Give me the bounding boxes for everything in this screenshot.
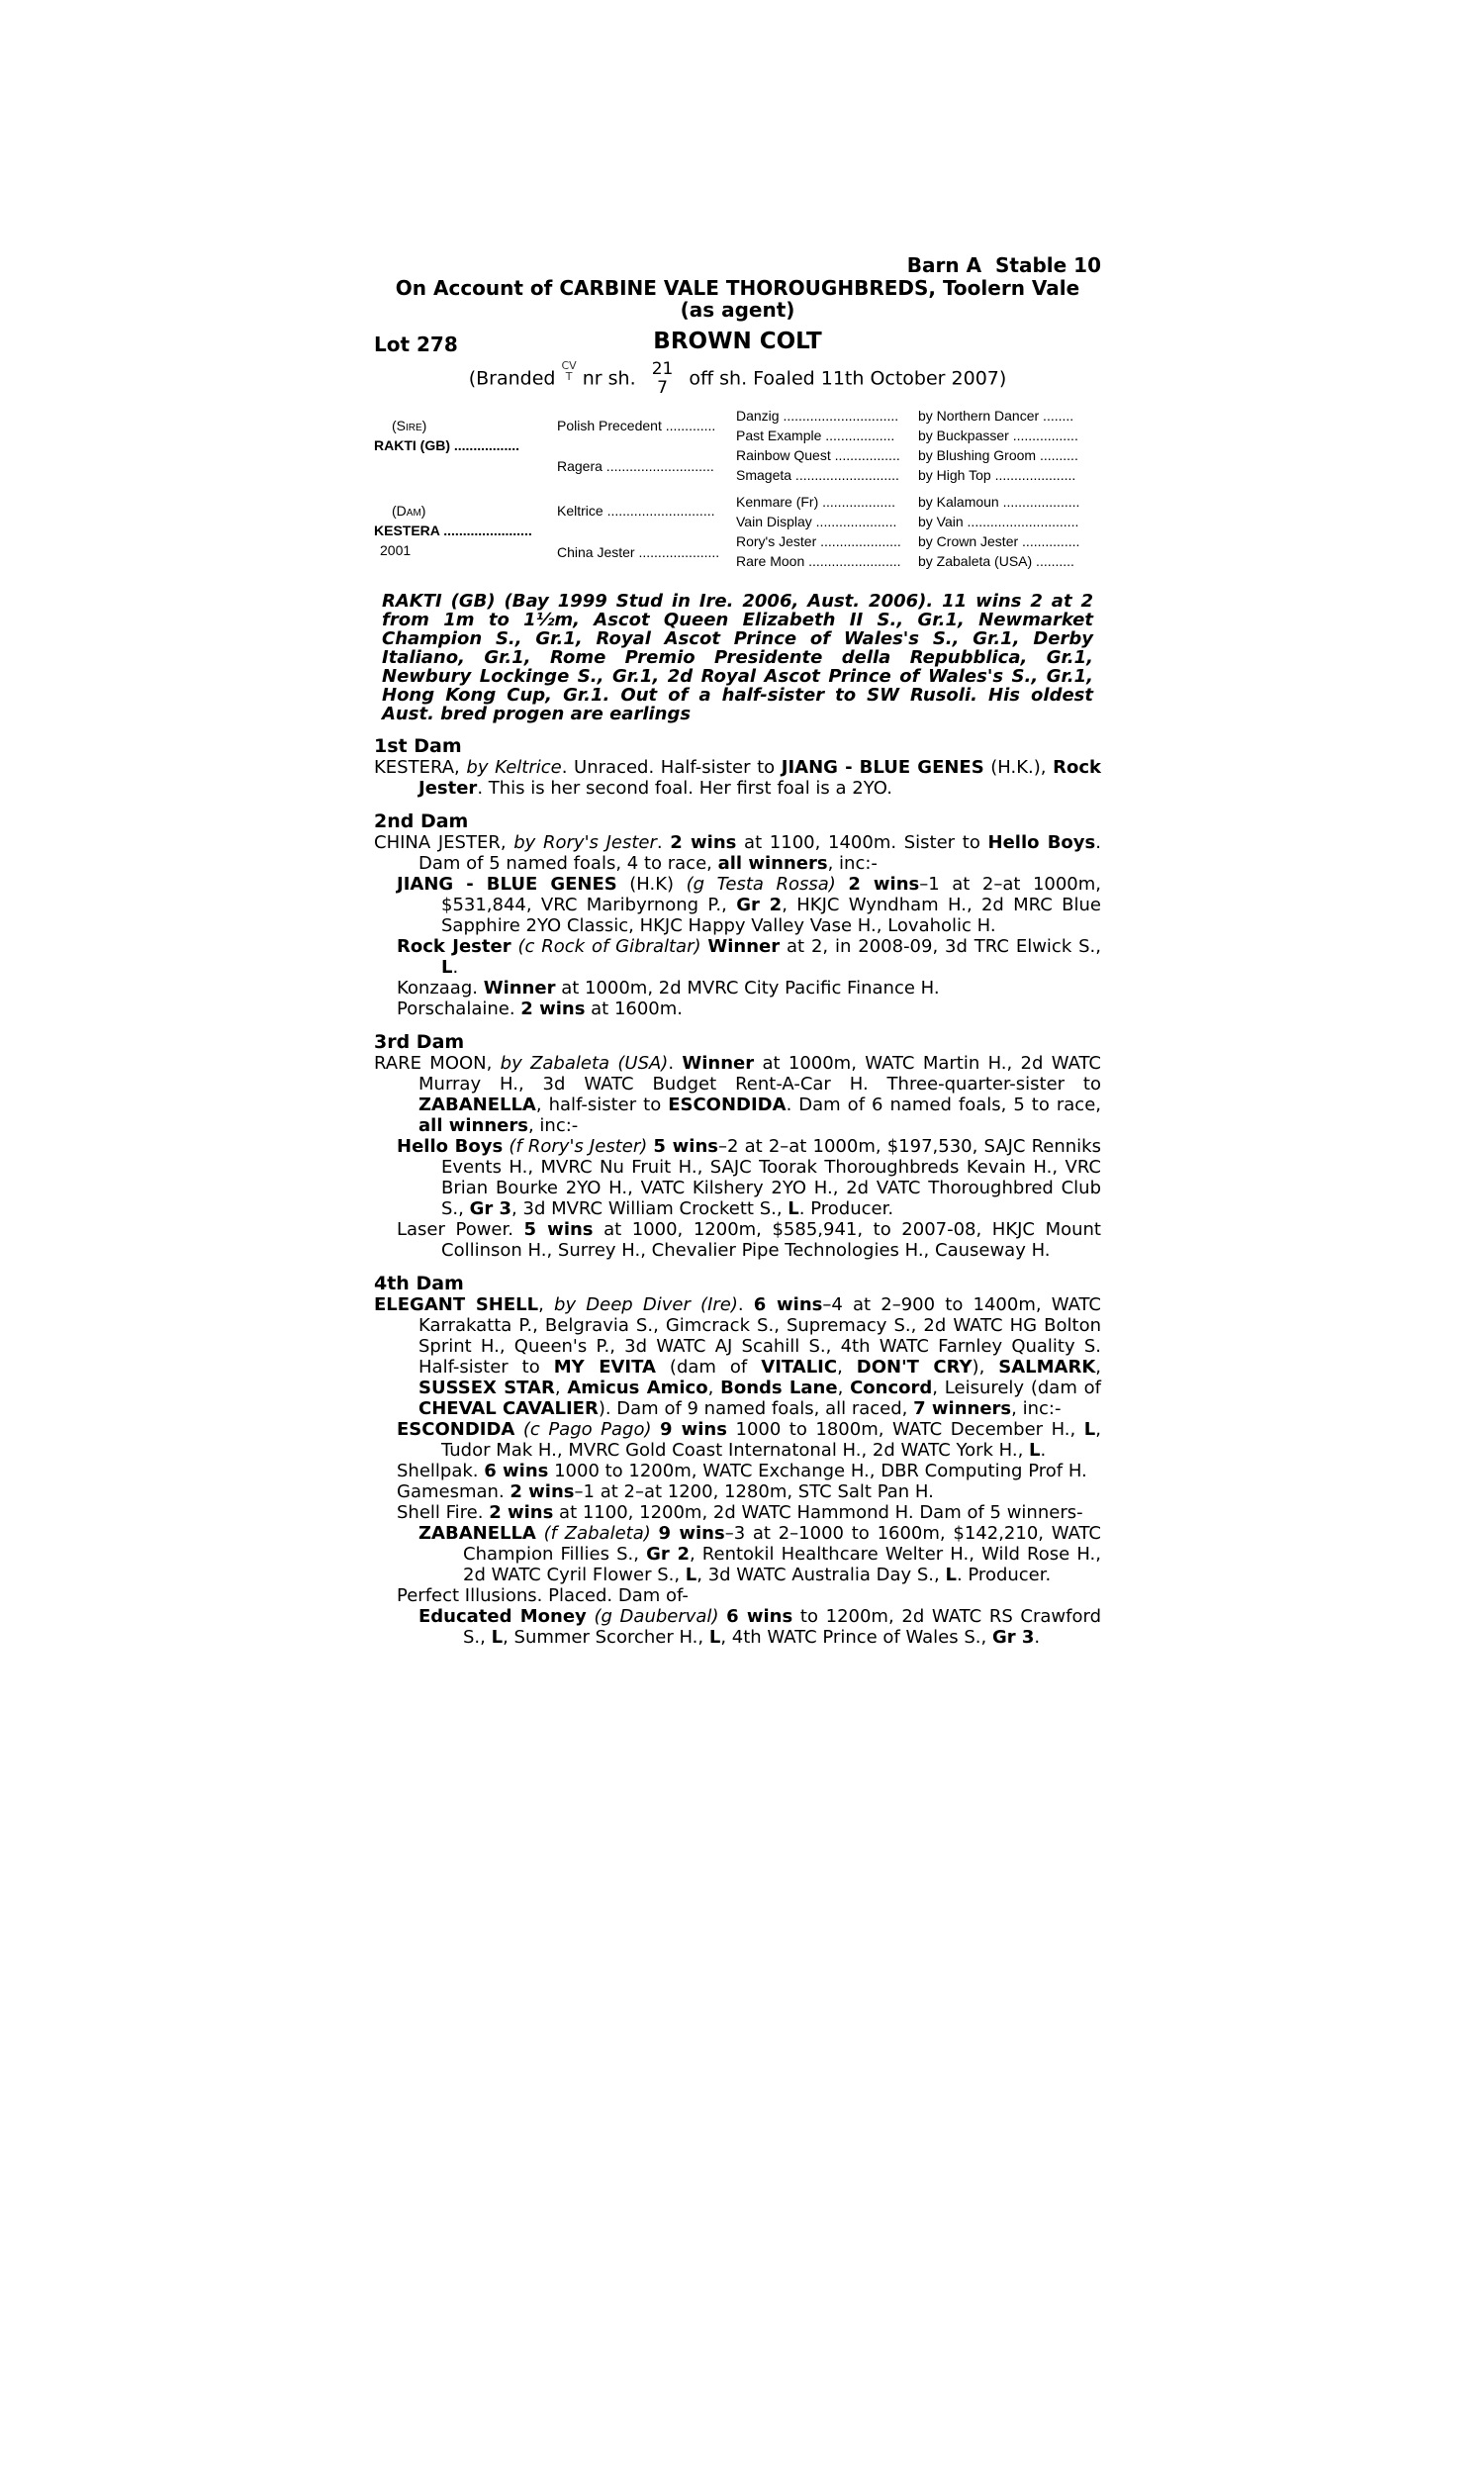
dam4-name: ELEGANT SHELL — [374, 1294, 539, 1315]
foal-name: JIANG - BLUE GENES — [397, 874, 617, 895]
foal-group: Gr 2 — [646, 1544, 690, 1565]
foal-group: Gr 3 — [469, 1198, 512, 1219]
foal-text: at 1600m. — [585, 999, 684, 1019]
dam2-sister: Hello Boys — [987, 832, 1096, 853]
foal-text: –2 at 2–at 1000m, $197,530, SAJC Renniks Events H., MVRC Nu Fruit H., SAJC Toorak Thoroughbreds Kevain H., VRC Brian Bourke 2YO H., VATC Kilshery 2YO H., 2d VATC Thoroughbred Club S., — [441, 1136, 1101, 1219]
foal-text: , 4th WATC Prince of Wales S., — [720, 1627, 992, 1648]
dam4-relative: Amicus Amico — [567, 1378, 708, 1398]
foal-name: Rock Jester — [397, 936, 511, 957]
dam2-foal-4 — [374, 999, 1101, 1019]
dam4-foal-1 — [374, 1419, 1101, 1461]
foal-text: . Producer. — [956, 1565, 1052, 1585]
dam3-text: . — [668, 1053, 683, 1074]
foal-listed: L — [945, 1565, 957, 1585]
dam4-winners: 7 winners — [913, 1398, 1012, 1419]
dam3-relative: ESCONDIDA — [668, 1094, 787, 1115]
foal-text: at 1000m, 2d MVRC City Pacific Finance H. — [555, 978, 940, 999]
foal-name: Educated Money — [418, 1606, 587, 1627]
brand-mid: nr sh. — [582, 367, 636, 390]
dam4-relative: SUSSEX STAR — [418, 1378, 555, 1398]
dam1-sire: by Keltrice — [466, 757, 562, 778]
foal-listed: L — [708, 1627, 721, 1648]
dam4-text: , Leisurely (dam of — [932, 1378, 1101, 1398]
pedigree-gen2-2: Keltrice ............................ — [557, 503, 715, 519]
pedigree-gen3-7: Rare Moon ........................ — [736, 553, 901, 569]
dam2-foal-1 — [374, 874, 1101, 936]
dam4-text: , — [837, 1357, 857, 1378]
dam4-text: –4 at 2–900 to 1400m, WATC Karrakatta P., Belgravia S., Gimcrack S., Supremacy S., 2d WATC HG Bolton Sprint H., Queen's P., 3d WATC AJ Scahill S., 4th WATC Farnley Quality S. Half-sister to — [418, 1294, 1101, 1378]
foal-text: –1 at 2–at 1200, 1280m, STC Salt Pan H. — [574, 1481, 934, 1502]
foal-wins: 5 wins — [653, 1136, 718, 1157]
dam2-name: CHINA JESTER, — [374, 832, 514, 853]
dam1-paragraph — [374, 757, 1101, 799]
heading-4th-dam: 4th Dam — [374, 1273, 464, 1294]
foal-text — [652, 1419, 661, 1440]
sire-tag: (Sire) — [392, 418, 427, 433]
pedigree-table — [374, 408, 1101, 576]
pedigree-gen4-0: by Northern Dancer ........ — [918, 408, 1074, 424]
dam3-relative: ZABANELLA — [418, 1094, 536, 1115]
pedigree-gen3-1: Past Example .................. — [736, 428, 895, 443]
pedigree-gen2-3: China Jester ..................... — [557, 544, 720, 560]
foal-wins: 6 wins — [484, 1461, 549, 1481]
foal-sex-sire: (g Dauberval) — [594, 1606, 719, 1627]
dam4-text: ), — [972, 1357, 999, 1378]
dam4-paragraph — [374, 1294, 1101, 1419]
foal-name: Konzaag. — [397, 978, 484, 999]
pedigree-gen4-2: by Blushing Groom .......... — [918, 447, 1078, 463]
dam4-relative: SALMARK — [998, 1357, 1096, 1378]
pedigree-gen4-1: by Buckpasser ................. — [918, 428, 1078, 443]
foal-group: Gr 2 — [736, 895, 783, 915]
dam4-foal-4 — [374, 1502, 1101, 1523]
foal-text: . — [1040, 1440, 1047, 1461]
brand-line — [374, 360, 1101, 398]
dam3-name: RARE MOON, — [374, 1053, 501, 1074]
dam4-wins: 6 wins — [753, 1294, 823, 1315]
foal-text — [536, 1523, 544, 1544]
dam3-text: . Dam of 6 named foals, 5 to race, — [786, 1094, 1101, 1115]
foal-text: . — [1034, 1627, 1041, 1648]
foal-name: Hello Boys — [397, 1136, 504, 1157]
foal-wins: Winner — [483, 978, 556, 999]
foal-name: ZABANELLA — [418, 1523, 536, 1544]
pedigree-gen3-3: Smageta ........................... — [736, 467, 899, 483]
dam4-sire: by Deep Diver (Ire) — [554, 1294, 738, 1315]
barn-stable: Barn A Stable 10 — [906, 253, 1101, 277]
dam2-sire: by Rory's Jester — [513, 832, 657, 853]
foal-text — [718, 1606, 726, 1627]
dam-year: 2001 — [380, 542, 412, 558]
foal-wins: 9 wins — [660, 1419, 727, 1440]
vendor-line: On Account of CARBINE VALE THOROUGHBREDS, Toolern Vale — [395, 276, 1080, 300]
lot-title: BROWN COLT — [653, 329, 822, 354]
brand-mark-top: CV — [561, 359, 577, 372]
foal-wins: 9 wins — [658, 1523, 725, 1544]
heading-3rd-dam: 3rd Dam — [374, 1031, 465, 1053]
foal-text: 1000 to 1200m, WATC Exchange H., DBR Computing Prof H. — [548, 1461, 1087, 1481]
dam4-text: , — [538, 1294, 555, 1315]
dam4-relative: Concord — [850, 1378, 933, 1398]
foal-text: , 3d MVRC William Crockett S., — [511, 1198, 788, 1219]
brand-fraction — [652, 360, 674, 398]
foal-text — [514, 1419, 523, 1440]
lot-title-row — [374, 329, 1101, 358]
pedigree-gen3-0: Danzig .............................. — [736, 408, 899, 424]
foal-listed: L — [1083, 1419, 1096, 1440]
pedigree-gen3-4: Kenmare (Fr) ................... — [736, 494, 896, 510]
dam4-foal-3 — [374, 1481, 1101, 1502]
foal-listed: L — [491, 1627, 504, 1648]
pedigree-gen4-7: by Zabaleta (USA) .......... — [918, 553, 1074, 569]
pedigree-gen3-5: Vain Display ..................... — [736, 514, 897, 529]
dam-name: KESTERA ....................... — [374, 523, 532, 538]
foal-text: . Producer. — [798, 1198, 894, 1219]
foal-text: , Tudor Mak H., MVRC Gold Coast Internatonal H., 2d WATC York H., — [441, 1419, 1101, 1461]
dam3-foal-1 — [374, 1136, 1101, 1219]
foal-text: –3 at 2–1000 to 1600m, $142,210, WATC Champion Fillies S., — [463, 1523, 1101, 1565]
foal-text: . — [452, 957, 459, 978]
dam-tag: (Dam) — [392, 503, 426, 519]
foal-wins: Winner — [707, 936, 781, 957]
dam2-foal-3 — [374, 978, 1101, 999]
pedigree-gen4-4: by Kalamoun .................... — [918, 494, 1080, 510]
dam4-text: , — [837, 1378, 851, 1398]
dam4-text: ). Dam of 9 named foals, all raced, — [598, 1398, 914, 1419]
foal-sex-sire: (f Rory's Jester) — [509, 1136, 648, 1157]
pedigree-gen4-3: by High Top ..................... — [918, 467, 1076, 483]
dam1-text-2: (H.K.), — [983, 757, 1054, 778]
foal-sex-sire: (c Rock of Gibraltar) — [517, 936, 701, 957]
dam4-relative: CHEVAL CAVALIER — [418, 1398, 599, 1419]
heading-1st-dam: 1st Dam — [374, 735, 462, 757]
foal-name: ESCONDIDA — [397, 1419, 515, 1440]
foal-text: , Rentokil Healthcare Welter H., Wild Rose H., 2d WATC Cyril Flower S., — [463, 1544, 1101, 1585]
foal-text: (H.K) — [616, 874, 687, 895]
dam3-sire: by Zabaleta (USA) — [500, 1053, 669, 1074]
foal-sex-sire: (g Testa Rossa) — [686, 874, 836, 895]
foal-name: Perfect Illusions. Placed. Dam of- — [397, 1585, 689, 1606]
brand-mark-bottom: T — [565, 370, 573, 383]
dam2-paragraph — [374, 832, 1101, 874]
dam3-text: , half-sister to — [535, 1094, 669, 1115]
dam2-all-winners: all winners — [717, 853, 828, 874]
dam4-text: (dam of — [655, 1357, 762, 1378]
brand-suffix: off sh. Foaled 11th October 2007) — [689, 367, 1007, 390]
foal-text: at 1000, 1200m, $585,941, to 2007-08, HKJC Mount Collinson H., Surrey H., Chevalier Pipe Technologies H., Causeway H. — [441, 1219, 1101, 1261]
foal-name: Laser Power. — [397, 1219, 524, 1240]
foal-wins: 2 wins — [489, 1502, 554, 1523]
dam4-grandfoal-2 — [374, 1606, 1101, 1648]
dam4-relative: DON'T CRY — [856, 1357, 973, 1378]
foal-wins: 5 wins — [523, 1219, 594, 1240]
foal-name: Shellpak. — [397, 1461, 485, 1481]
foal-text: , 3d WATC Australia Day S., — [696, 1565, 946, 1585]
dam3-all-winners: all winners — [418, 1115, 528, 1136]
dam1-name: KESTERA, — [374, 757, 467, 778]
pedigree-gen4-6: by Crown Jester ............... — [918, 533, 1080, 549]
dam2-text-2: at 1100, 1400m. Sister to — [736, 832, 988, 853]
foal-sex-sire: (c Pago Pago) — [522, 1419, 652, 1440]
foal-group: Gr 3 — [991, 1627, 1035, 1648]
pedigree-gen3-2: Rainbow Quest ................. — [736, 447, 900, 463]
dam4-relative: Bonds Lane — [720, 1378, 838, 1398]
dam2-foal-2 — [374, 936, 1101, 978]
dam1-text: . Unraced. Half-sister to — [561, 757, 782, 778]
dam4-relative: MY EVITA — [553, 1357, 656, 1378]
pedigree-gen2-1: Ragera ............................ — [557, 458, 714, 474]
dam3-paragraph — [374, 1053, 1101, 1136]
heading-2nd-dam: 2nd Dam — [374, 810, 469, 832]
foal-wins: 2 wins — [510, 1481, 575, 1502]
foal-listed: L — [788, 1198, 799, 1219]
foal-name: Gamesman. — [397, 1481, 510, 1502]
foal-text: at 2, in 2008-09, 3d TRC Elwick S., — [780, 936, 1101, 957]
brand-mark — [562, 360, 577, 382]
dam4-foal-2 — [374, 1461, 1101, 1481]
dam4-grandfoal-1 — [374, 1523, 1101, 1585]
foal-wins: 2 wins — [848, 874, 920, 895]
pedigree-gen4-5: by Vain ............................. — [918, 514, 1079, 529]
dam3-foal-2 — [374, 1219, 1101, 1261]
foal-wins: 6 wins — [726, 1606, 793, 1627]
dam1-text-3: . This is her second foal. Her first foal is a 2YO. — [477, 778, 892, 799]
sire-summary: RAKTI (GB) (Bay 1999 Stud in Ire. 2006, Aust. 2006). 11 wins 2 at 2 from 1m to 1½m, Ascot Queen Elizabeth II S., Gr.1, Newmarket Champion S., Gr.1, Royal Ascot Prince of Wales's S., Gr.1, Derby Italiano, Gr.1, Rome Premio Presidente della Repubblica, Gr.1, Newbury Lockinge S., Gr.1, 2d Royal Ascot Prince of Wales's S., Gr.1, Hong Kong Cup, Gr.1. Out of a half-sister to SW Rusoli. His oldest Aust. bred progen are earlings — [382, 591, 1093, 724]
dam4-foal-5 — [374, 1585, 1101, 1606]
foal-name: Porschalaine. — [397, 999, 521, 1019]
dam2-text-3: . Dam of 5 named foals, 4 to race, — [418, 832, 1101, 874]
dam4-text: , — [707, 1378, 721, 1398]
dam4-text: . — [737, 1294, 754, 1315]
foal-wins: 2 wins — [520, 999, 586, 1019]
foal-text: 1000 to 1800m, WATC December H., — [726, 1419, 1084, 1440]
brand-num-bottom: 7 — [657, 378, 668, 398]
dam2-text-4: , inc:- — [827, 853, 878, 874]
lot-entry — [374, 253, 1101, 1648]
dam4-relative: VITALIC — [761, 1357, 838, 1378]
dam2-text: . — [656, 832, 671, 853]
foal-sex-sire: (f Zabaleta) — [543, 1523, 651, 1544]
foal-text — [651, 1523, 659, 1544]
foal-text: –1 at 2–at 1000m, $531,844, VRC Maribyrnong P., — [441, 874, 1102, 915]
agent-line: (as agent) — [680, 298, 795, 322]
foal-text: , Summer Scorcher H., — [503, 1627, 709, 1648]
lot-number: Lot 278 — [374, 333, 458, 356]
dam4-text: , — [554, 1378, 568, 1398]
dam3-text: at 1000m, WATC Martin H., 2d WATC Murray H., 3d WATC Budget Rent-A-Car H. Three-quarter-sister to — [418, 1053, 1101, 1094]
dam4-text: , inc:- — [1011, 1398, 1062, 1419]
foal-group: L — [441, 957, 453, 978]
pedigree-gen3-6: Rory's Jester ..................... — [736, 533, 901, 549]
foal-text: to 1200m, 2d WATC RS Crawford S., — [463, 1606, 1101, 1648]
foal-name: Shell Fire. — [397, 1502, 490, 1523]
dam1-relative-2: Rock Jester — [418, 757, 1101, 799]
foal-text: , HKJC Wyndham H., 2d MRC Blue Sapphire 2YO Classic, HKJC Happy Valley Vase H., Lovaholic H. — [441, 895, 1101, 936]
brand-prefix: (Branded — [468, 367, 556, 390]
pedigree-gen2-0: Polish Precedent ............. — [557, 418, 716, 433]
foal-text — [836, 874, 849, 895]
dam3-wins: Winner — [682, 1053, 755, 1074]
dam1-relative-1: JIANG - BLUE GENES — [781, 757, 984, 778]
foal-listed: L — [685, 1565, 697, 1585]
brand-num-top: 21 — [651, 359, 674, 379]
foal-listed: L — [1029, 1440, 1041, 1461]
dam4-text: , — [1095, 1357, 1102, 1378]
foal-text: at 1100, 1200m, 2d WATC Hammond H. Dam of 5 winners- — [553, 1502, 1083, 1523]
sire-name: RAKTI (GB) ................. — [374, 437, 519, 453]
dam2-wins: 2 wins — [670, 832, 737, 853]
dam3-text: , inc:- — [527, 1115, 579, 1136]
